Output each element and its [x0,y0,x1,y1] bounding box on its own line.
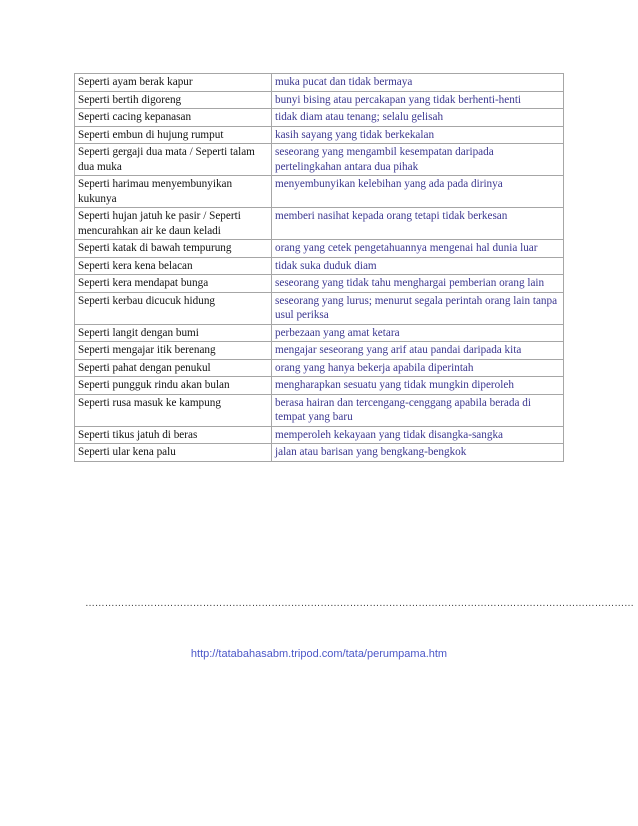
term-cell: Seperti langit dengan bumi [75,324,272,342]
term-cell: Seperti katak di bawah tempurung [75,240,272,258]
meaning-cell: perbezaan yang amat ketara [272,324,564,342]
table-row [75,275,564,293]
term-cell: Seperti kera kena belacan [75,257,272,275]
peribahasa-table [74,73,564,462]
term-cell: Seperti gergaji dua mata / Seperti talam dua muka [75,144,272,176]
meaning-cell: orang yang cetek pengetahuannya mengenai hal dunia luar [272,240,564,258]
dotted-separator: …………………………………………………………………………………………………………………………………………………… [85,598,634,609]
meaning-cell: orang yang hanya bekerja apabila diperintah [272,359,564,377]
table-row [75,126,564,144]
table-row [75,444,564,462]
term-cell: Seperti pungguk rindu akan bulan [75,377,272,395]
term-cell: Seperti kerbau dicucuk hidung [75,292,272,324]
table-row [75,240,564,258]
term-cell: Seperti mengajar itik berenang [75,342,272,360]
table-row [75,208,564,240]
table-body [75,74,564,462]
meaning-cell: berasa hairan dan tercengang-cenggang apabila berada di tempat yang baru [272,394,564,426]
meaning-cell: seseorang yang mengambil kesempatan daripada pertelingkahan antara dua pihak [272,144,564,176]
table-row [75,144,564,176]
term-cell: Seperti harimau menyembunyikan kukunya [75,176,272,208]
term-cell: Seperti bertih digoreng [75,91,272,109]
table-row [75,176,564,208]
term-cell: Seperti cacing kepanasan [75,109,272,127]
meaning-cell: bunyi bising atau percakapan yang tidak berhenti-henti [272,91,564,109]
table-row [75,74,564,92]
meaning-cell: memberi nasihat kepada orang tetapi tidak berkesan [272,208,564,240]
meaning-cell: memperoleh kekayaan yang tidak disangka-sangka [272,426,564,444]
meaning-cell: menyembunyikan kelebihan yang ada pada dirinya [272,176,564,208]
table-row [75,257,564,275]
term-cell: Seperti kera mendapat bunga [75,275,272,293]
meaning-cell: jalan atau barisan yang bengkang-bengkok [272,444,564,462]
table-row [75,324,564,342]
table-row [75,91,564,109]
table-row [75,426,564,444]
term-cell: Seperti ayam berak kapur [75,74,272,92]
meaning-cell: seseorang yang tidak tahu menghargai pemberian orang lain [272,275,564,293]
term-cell: Seperti tikus jatuh di beras [75,426,272,444]
meaning-cell: muka pucat dan tidak bermaya [272,74,564,92]
term-cell: Seperti embun di hujung rumput [75,126,272,144]
term-cell: Seperti hujan jatuh ke pasir / Seperti mencurahkan air ke daun keladi [75,208,272,240]
table-row [75,109,564,127]
table-row [75,394,564,426]
meaning-cell: mengharapkan sesuatu yang tidak mungkin diperoleh [272,377,564,395]
source-link[interactable]: http://tatabahasabm.tripod.com/tata/perumpama.htm [190,648,448,660]
term-cell: Seperti pahat dengan penukul [75,359,272,377]
table-row [75,292,564,324]
meaning-cell: kasih sayang yang tidak berkekalan [272,126,564,144]
table-row [75,359,564,377]
meaning-cell: mengajar seseorang yang arif atau pandai daripada kita [272,342,564,360]
term-cell: Seperti ular kena palu [75,444,272,462]
table-row [75,342,564,360]
meaning-cell: seseorang yang lurus; menurut segala perintah orang lain tanpa usul periksa [272,292,564,324]
term-cell: Seperti rusa masuk ke kampung [75,394,272,426]
meaning-cell: tidak suka duduk diam [272,257,564,275]
table-row [75,377,564,395]
meaning-cell: tidak diam atau tenang; selalu gelisah [272,109,564,127]
